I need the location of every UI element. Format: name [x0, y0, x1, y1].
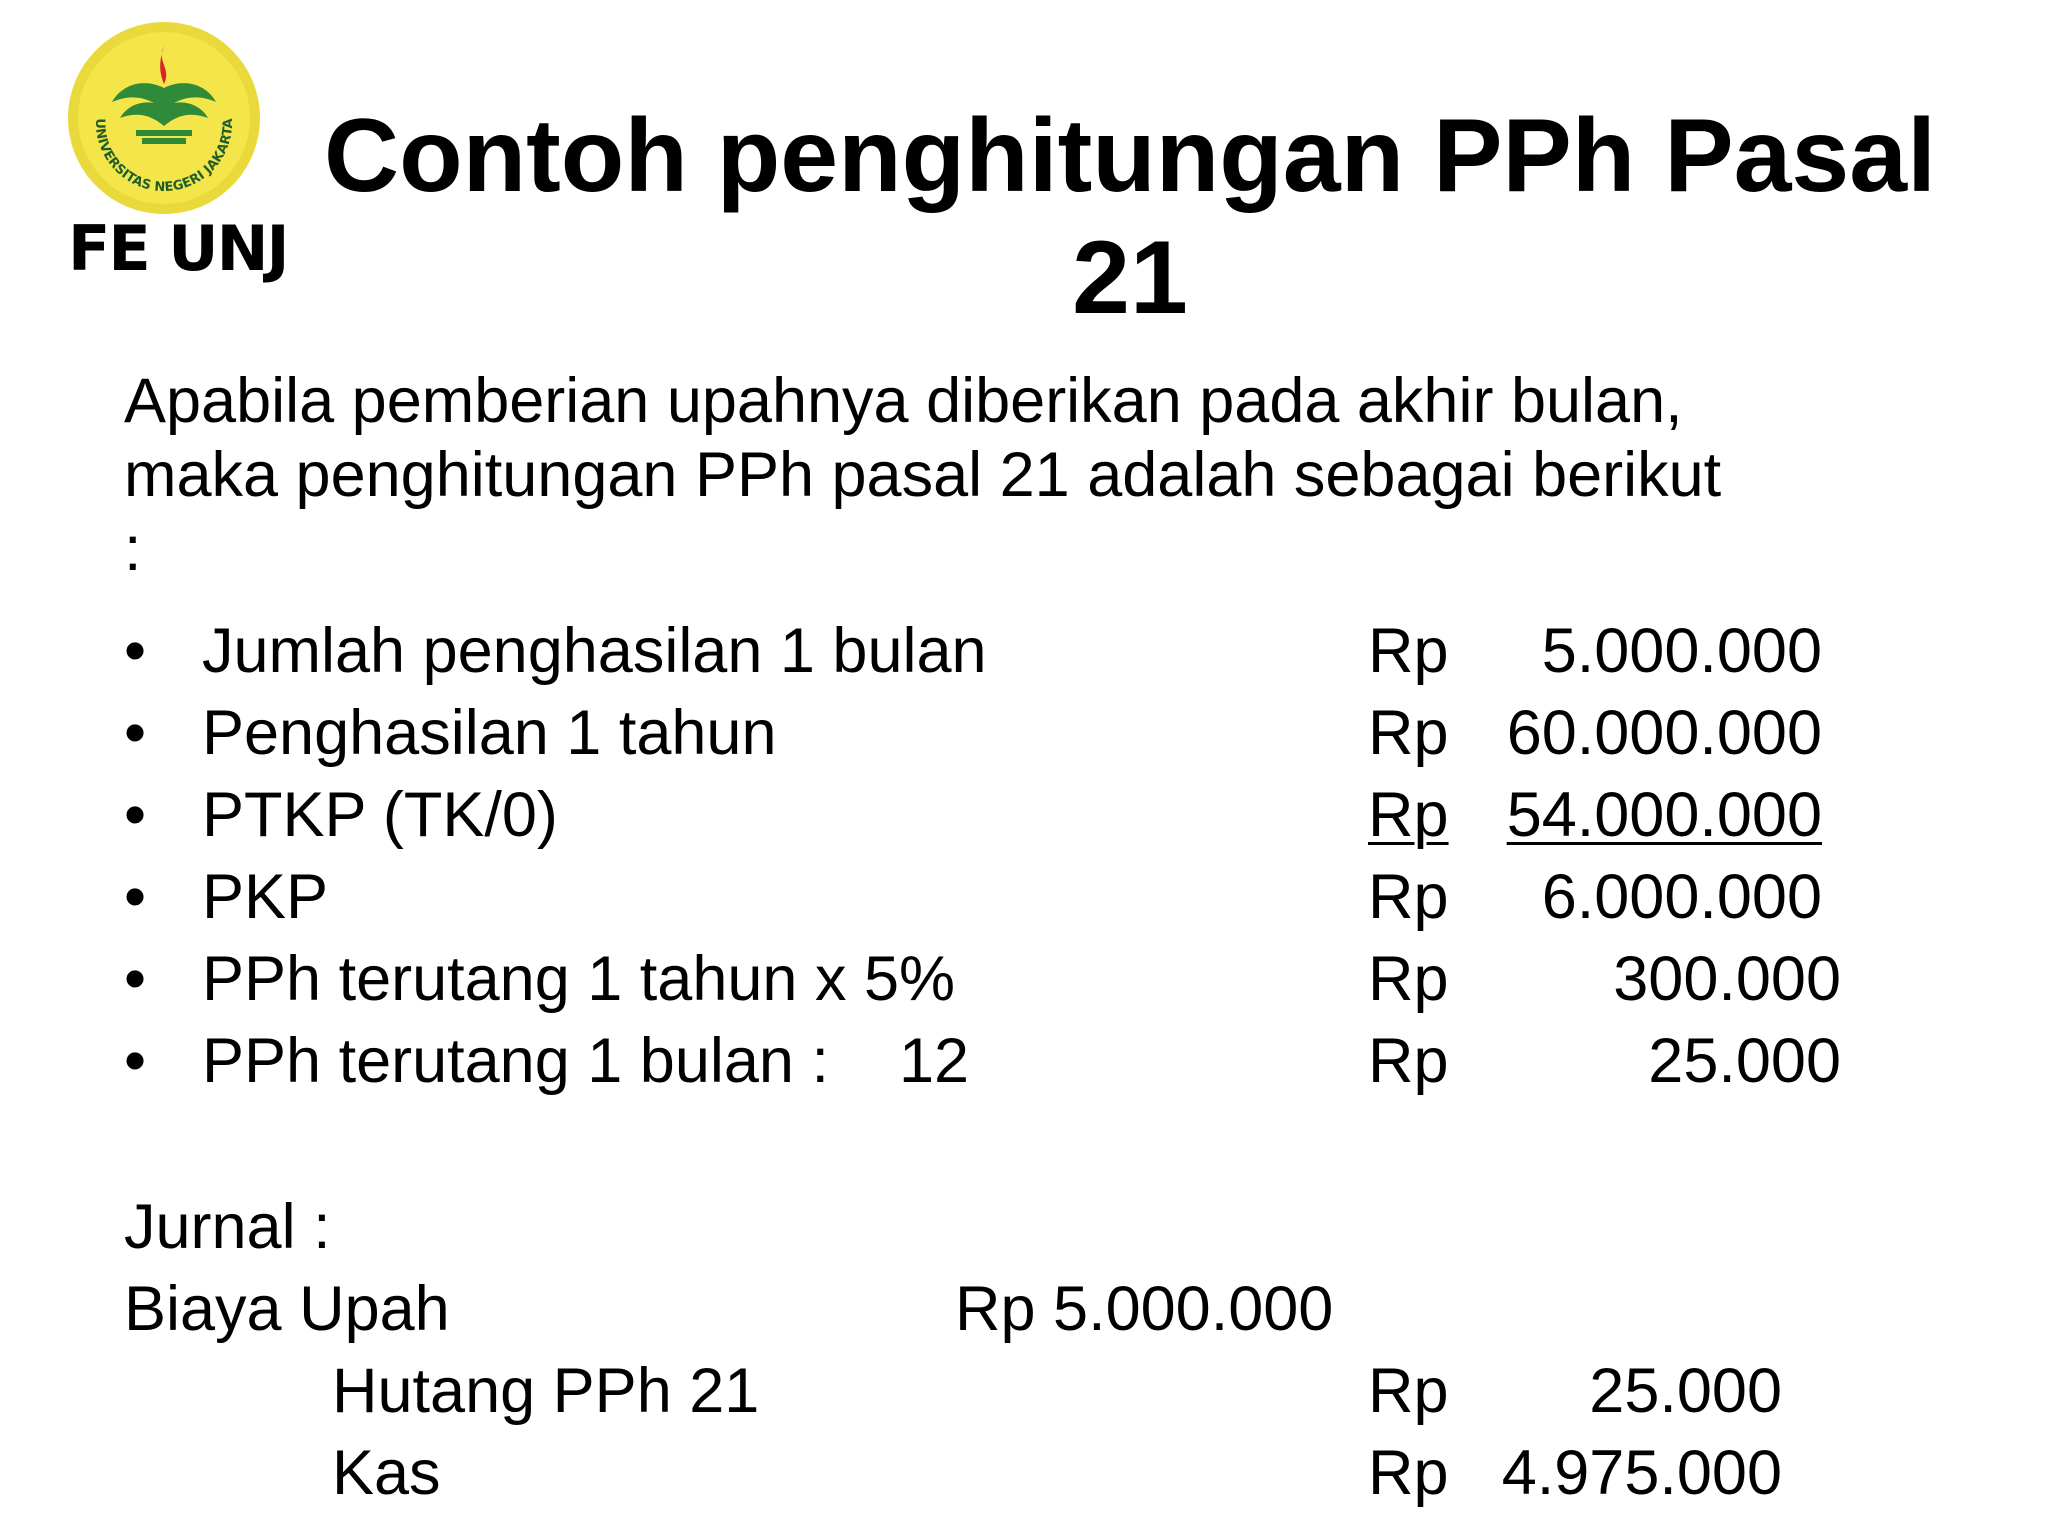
row-label: PPh terutang 1 tahun x 5%	[202, 944, 956, 1014]
currency-label: Rp	[1368, 698, 1449, 768]
row-label: PTKP (TK/0)	[202, 780, 558, 850]
currency-label: Rp	[1368, 1438, 1449, 1508]
row-label: Jumlah penghasilan 1 bulan	[202, 616, 987, 686]
account-name: Biaya Upah	[124, 1274, 450, 1344]
amount-value: 54.000.000	[1506, 780, 1822, 850]
row-label: PPh terutang 1 bulan : 12	[202, 1026, 970, 1096]
bullet: •	[124, 616, 147, 686]
journal-heading: Jurnal :	[124, 1192, 331, 1262]
bullet: •	[124, 944, 147, 1014]
amount-value: 25.000	[1648, 1026, 1841, 1096]
currency-label: Rp	[1368, 780, 1449, 850]
amount-value: 60.000.000	[1506, 698, 1822, 768]
bullet: •	[124, 1026, 147, 1096]
svg-text:UNIVERSITAS NEGERI JAKARTA: UNIVERSITAS NEGERI JAKARTA	[91, 118, 237, 196]
currency-label: Rp	[1368, 616, 1449, 686]
amount-value: 300.000	[1613, 944, 1841, 1014]
row-label: Penghasilan 1 tahun	[202, 698, 777, 768]
currency-label: Rp	[1368, 1356, 1449, 1426]
bullet: •	[124, 780, 147, 850]
university-logo	[64, 18, 264, 218]
bullet: •	[124, 862, 147, 932]
debit-amount: Rp 5.000.000	[955, 1274, 1334, 1344]
intro-paragraph: Apabila pemberian upahnya diberikan pada akhir bulan, maka penghitungan PPh pasal 21 adalah sebagai berikut :	[124, 366, 1722, 584]
org-label: FE UNJ	[68, 212, 288, 285]
row-label: PKP	[202, 862, 329, 932]
credit-amount: 4.975.000	[1501, 1438, 1782, 1508]
currency-label: Rp	[1368, 1026, 1449, 1096]
account-name: Hutang PPh 21	[332, 1356, 760, 1426]
account-name: Kas	[332, 1438, 441, 1508]
slide-title: Contoh penghitungan PPh Pasal 21	[324, 98, 1936, 336]
currency-label: Rp	[1368, 944, 1449, 1014]
credit-amount: 25.000	[1589, 1356, 1782, 1426]
bullet: •	[124, 698, 147, 768]
amount-value: 6.000.000	[1541, 862, 1822, 932]
currency-label: Rp	[1368, 862, 1449, 932]
amount-value: 5.000.000	[1541, 616, 1822, 686]
